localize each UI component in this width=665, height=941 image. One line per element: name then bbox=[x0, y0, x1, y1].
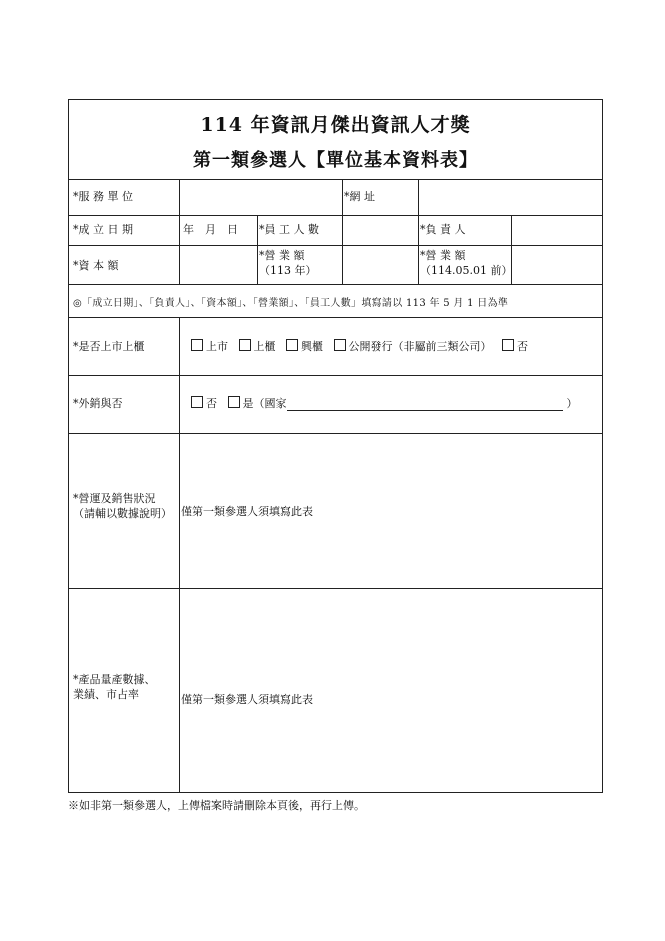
url-label: *網 址 bbox=[344, 190, 375, 203]
revenue113-label bbox=[259, 248, 317, 278]
head-label: *負 責 人 bbox=[420, 223, 466, 236]
row-divider bbox=[69, 375, 602, 376]
row-divider bbox=[69, 588, 602, 589]
checkbox[interactable] bbox=[228, 396, 240, 408]
checkbox[interactable] bbox=[286, 339, 298, 351]
url-field[interactable] bbox=[420, 180, 602, 214]
row-divider bbox=[69, 433, 602, 434]
listing-label: *是否上市上櫃 bbox=[73, 340, 145, 353]
operations-label-line2: （請輔以數據說明） bbox=[73, 507, 172, 520]
export-label: *外銷與否 bbox=[73, 397, 123, 410]
checkbox[interactable] bbox=[239, 339, 251, 351]
capital-field[interactable] bbox=[181, 246, 255, 283]
revenue113-field[interactable] bbox=[344, 246, 416, 283]
checkbox[interactable] bbox=[502, 339, 514, 351]
form-subtitle: 第一類參選人【單位基本資料表】 bbox=[193, 150, 478, 171]
products-field[interactable]: 僅第一類參選人須填寫此表 bbox=[181, 693, 313, 706]
footer-note: ※如非第一類參選人，上傳檔案時請刪除本頁後，再行上傳。 bbox=[68, 799, 365, 812]
employees-label: *員 工 人 數 bbox=[259, 223, 319, 236]
founded-field[interactable]: 年 月 日 bbox=[183, 223, 238, 236]
col-divider bbox=[257, 215, 258, 284]
operations-label-line1: *營運及銷售狀況 bbox=[73, 492, 156, 505]
listing-option[interactable]: 上櫃 bbox=[239, 340, 276, 353]
export-options bbox=[191, 396, 578, 411]
founded-label: *成 立 日 期 bbox=[73, 223, 133, 236]
listing-option[interactable]: 上市 bbox=[191, 340, 228, 353]
listing-option[interactable]: 否 bbox=[502, 340, 528, 353]
col-divider bbox=[418, 179, 419, 284]
revenue114-label-line2: （114.05.01 前） bbox=[420, 264, 513, 277]
checkbox[interactable] bbox=[334, 339, 346, 351]
row-divider bbox=[69, 284, 602, 285]
operations-field[interactable]: 僅第一類參選人須填寫此表 bbox=[181, 505, 313, 518]
form-title: 114 年資訊月傑出資訊人才獎 bbox=[200, 114, 471, 136]
date-note: ◎「成立日期」、「負責人」、「資本額」、「營業額」、「員工人數」填寫請以 113 年 5 月 1 日為準 bbox=[73, 298, 509, 309]
revenue114-label-line1: *營 業 額 bbox=[420, 249, 466, 262]
col-divider bbox=[179, 317, 180, 793]
products-label-line2: 業績、市占率 bbox=[73, 688, 139, 701]
listing-option[interactable]: 興櫃 bbox=[286, 340, 323, 353]
revenue114-field[interactable] bbox=[513, 246, 602, 283]
col-divider bbox=[342, 179, 343, 284]
products-label bbox=[73, 672, 156, 702]
unit-field[interactable] bbox=[181, 180, 340, 214]
capital-label: *資 本 額 bbox=[73, 259, 119, 272]
col-divider bbox=[179, 179, 180, 284]
listing-option[interactable]: 公開發行（非屬前三類公司） bbox=[334, 340, 492, 353]
employees-field[interactable] bbox=[344, 216, 416, 244]
checkbox[interactable] bbox=[191, 339, 203, 351]
unit-label: *服 務 單 位 bbox=[73, 190, 133, 203]
head-field[interactable] bbox=[513, 216, 602, 244]
country-input-line[interactable] bbox=[287, 399, 563, 411]
checkbox[interactable] bbox=[191, 396, 203, 408]
products-label-line1: *產品量產數據、 bbox=[73, 673, 156, 686]
operations-label bbox=[73, 491, 172, 521]
revenue113-label-line2: （113 年） bbox=[259, 264, 317, 277]
revenue114-label bbox=[420, 248, 512, 278]
export-option-no[interactable]: 否 bbox=[191, 397, 217, 410]
revenue113-label-line1: *營 業 額 bbox=[259, 249, 305, 262]
export-option-yes[interactable]: 是（國家 bbox=[228, 397, 287, 410]
row-divider bbox=[69, 317, 602, 318]
export-close-paren: ） bbox=[566, 397, 578, 410]
form-frame bbox=[68, 99, 603, 793]
listing-options bbox=[191, 339, 535, 354]
